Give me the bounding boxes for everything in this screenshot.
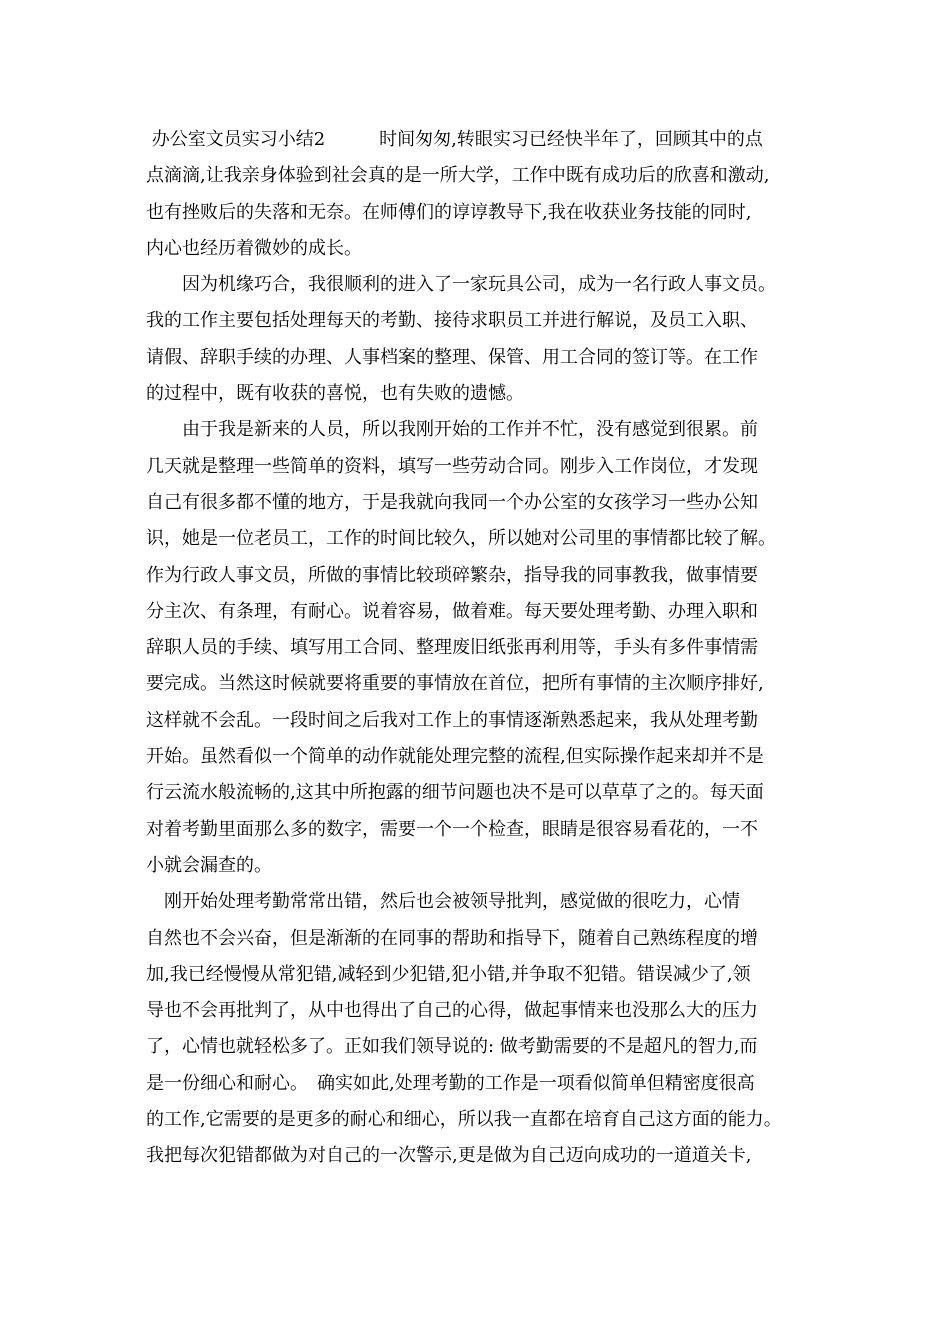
text-line: 内心也经历着微妙的成长。 bbox=[146, 237, 362, 259]
text-line: 加,我已经慢慢从常犯错,减轻到少犯错,犯小错,并争取不犯错。错误减少了,领 bbox=[146, 963, 751, 985]
text-line: 的工作,它需要的是更多的耐心和细心，所以我一直都在培育自己这方面的能力。 bbox=[146, 1109, 782, 1131]
text-line: 的过程中，既有收获的喜悦，也有失败的遗憾。 bbox=[146, 383, 524, 405]
text-line: 导也不会再批判了，从中也得出了自己的心得，做起事情来也没那么大的压力 bbox=[146, 1000, 758, 1022]
text-line: 点滴滴,让我亲身体验到社会真的是一所大学，工作中既有成功后的欣喜和激动, bbox=[146, 165, 770, 187]
text-line: 办公室文员实习小结2 时间匆匆,转眼实习已经快半年了，回顾其中的点 bbox=[146, 129, 763, 150]
text-line: 要完成。当然这时候就要将重要的事情放在首位，把所有事情的主次顺序排好, bbox=[146, 673, 764, 695]
text-line: 自己有很多都不懂的地方，于是我就向我同一个办公室的女孩学习一些办公知 bbox=[146, 491, 758, 513]
text-line: 辞职人员的手续、填写用工合同、整理废旧纸张再利用等，手头有多件事情需 bbox=[146, 637, 758, 659]
text-line: 由于我是新来的人员，所以我刚开始的工作并不忙，没有感觉到很累。前 bbox=[146, 419, 758, 441]
text-line: 识，她是一位老员工，工作的时间比较久，所以她对公司里的事情都比较了解。 bbox=[146, 528, 776, 550]
text-line: 分主次、有条理，有耐心。说着容易，做着难。每天要处理考勤、办理入职和 bbox=[146, 600, 758, 622]
text-line: 我的工作主要包括处理每天的考勤、接待求职员工并进行解说，及员工入职、 bbox=[146, 310, 758, 332]
text-line: 行云流水般流畅的,这其中所抱露的细节问题也决不是可以草草了之的。每天面 bbox=[146, 782, 764, 804]
text-line: 了，心情也就轻松多了。正如我们领导说的: 做考勤需要的不是超凡的智力,而 bbox=[146, 1036, 758, 1058]
text-line: 小就会漏查的。 bbox=[146, 854, 272, 876]
document-body bbox=[146, 122, 836, 1175]
text-line: 作为行政人事文员，所做的事情比较琐碎繁杂，指导我的同事教我，做事情要 bbox=[146, 564, 758, 586]
text-line: 开始。虽然看似一个简单的动作就能处理完整的流程,但实际操作起来却并不是 bbox=[146, 746, 764, 768]
text-line: 刚开始处理考勤常常出错，然后也会被领导批判，感觉做的很吃力，心情 bbox=[146, 891, 740, 913]
text-line: 对着考勤里面那么多的数字，需要一个一个检查，眼睛是很容易看花的，一不 bbox=[146, 818, 758, 840]
text-line: 我把每次犯错都做为对自己的一次警示,更是做为自己迈向成功的一道道关卡, bbox=[146, 1145, 752, 1167]
text-line: 也有挫败后的失落和无奈。在师傅们的谆谆教导下,我在收获业务技能的同时, bbox=[146, 201, 752, 223]
text-line: 是一份细心和耐心。 确实如此,处理考勤的工作是一项看似简单但精密度很高 bbox=[146, 1072, 755, 1094]
text-line: 自然也不会兴奋，但是渐渐的在同事的帮助和指导下，随着自己熟练程度的增 bbox=[146, 927, 758, 949]
text-line: 因为机缘巧合，我很顺利的进入了一家玩具公司，成为一名行政人事文员。 bbox=[146, 274, 776, 296]
text-line: 请假、辞职手续的办理、人事档案的整理、保管、用工合同的签订等。在工作 bbox=[146, 346, 758, 368]
text-line: 几天就是整理一些简单的资料，填写一些劳动合同。刚步入工作岗位，才发现 bbox=[146, 455, 758, 477]
text-line: 这样就不会乱。一段时间之后我对工作上的事情逐渐熟悉起来，我从处理考勤 bbox=[146, 709, 758, 731]
